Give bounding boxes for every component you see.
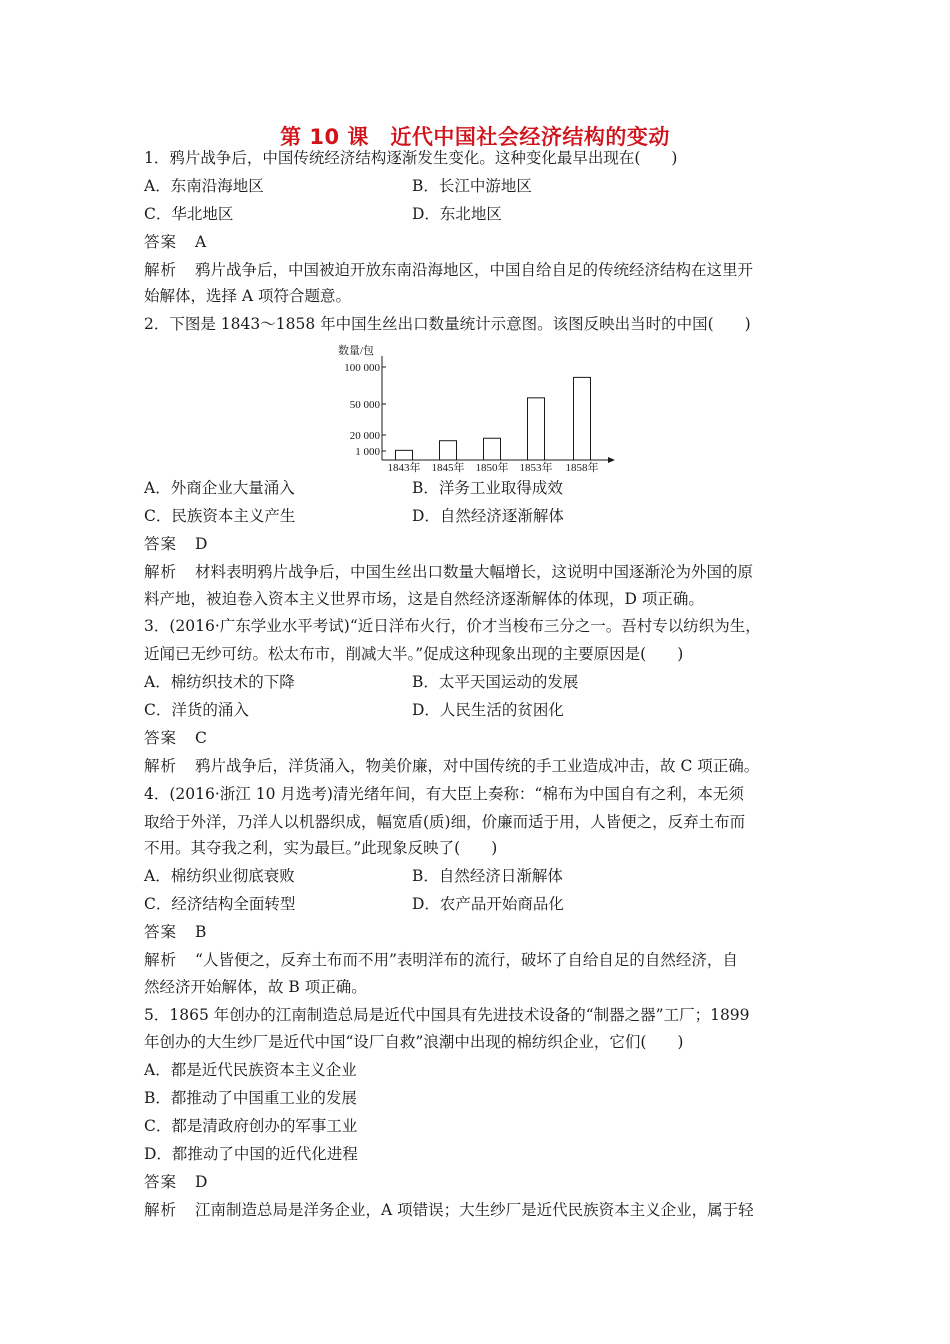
y-tick-label: 100 000 (344, 362, 380, 374)
answer-label: 答案 (144, 923, 178, 941)
analysis-label: 解析 (144, 951, 178, 969)
q5-analysis-line-1 (144, 1199, 754, 1221)
q2-option-d: D．自然经济逐渐解体 (412, 507, 564, 525)
analysis-label: 解析 (144, 1201, 178, 1219)
analysis-label: 解析 (144, 757, 178, 775)
q2-analysis-line-2: 料产地，被迫卷入资本主义世界市场，这是自然经济逐渐解体的体现，D 项正确。 (144, 590, 704, 608)
answer-value: A (195, 233, 207, 251)
question-1-stem: 1．鸦片战争后，中国传统经济结构逐渐发生变化。这种变化最早出现在( ) (144, 149, 678, 167)
q1-option-b: B．长江中游地区 (412, 177, 532, 195)
answer-value: D (195, 1173, 208, 1191)
question-3-stem-line-2: 近闻已无纱可纺。松太布市，削减大半。”促成这种现象出现的主要原因是( ) (144, 645, 684, 663)
silk-export-bar-chart (325, 340, 625, 475)
q3-answer (144, 727, 207, 749)
analysis-text: “人皆便之，反弃土布而不用”表明洋布的流行，破坏了自给自足的自然经济，自 (195, 951, 738, 969)
bar-1845年 (440, 441, 457, 460)
question-4-stem-line-1: 4．(2016·浙江 10 月选考)清光绪年间，有大臣上奏称：“棉布为中国自有之利，本无须 (144, 785, 744, 803)
question-3-stem-line-1: 3．(2016·广东学业水平考试)“近日洋布火行，价才当梭布三分之一。吾村专以纺织为生， (144, 617, 761, 635)
q1-analysis-line-1 (144, 259, 753, 281)
answer-value: B (195, 923, 207, 941)
x-tick-label: 1858年 (565, 462, 599, 474)
x-tick-label: 1853年 (519, 462, 553, 474)
q2-analysis-line-1 (144, 561, 753, 583)
analysis-text: 材料表明鸦片战争后，中国生丝出口数量大幅增长，这说明中国逐渐沦为外国的原 (195, 563, 754, 581)
q4-option-c: C．经济结构全面转型 (144, 895, 296, 913)
analysis-text: 鸦片战争后，洋货涌入，物美价廉，对中国传统的手工业造成冲击，故 C 项正确。 (195, 757, 760, 775)
bar-1858年 (574, 377, 591, 460)
q2-option-a: A．外商企业大量涌入 (144, 479, 295, 497)
y-tick-label: 50 000 (349, 399, 380, 411)
q5-option-b: B．都推动了中国重工业的发展 (144, 1089, 357, 1107)
lesson-title: 第 10 课 近代中国社会经济结构的变动 (280, 125, 670, 149)
answer-label: 答案 (144, 729, 178, 747)
question-4-stem-line-2: 取给于外洋，乃洋人以机器织成，幅宽盾(质)细，价廉而适于用，人皆便之，反弃土布而 (144, 813, 746, 831)
question-2-stem: 2．下图是 1843～1858 年中国生丝出口数量统计示意图。该图反映出当时的中国( ) (144, 315, 751, 333)
x-tick-label: 1845年 (431, 462, 465, 474)
q1-analysis-line-2: 始解体，选择 A 项符合题意。 (144, 287, 352, 305)
x-tick-label: 1850年 (475, 462, 509, 474)
q5-option-a: A．都是近代民族资本主义企业 (144, 1061, 357, 1079)
q3-option-c: C．洋货的涌入 (144, 701, 249, 719)
q3-option-a: A．棉纺织技术的下降 (144, 673, 295, 691)
bar-1850年 (484, 438, 501, 460)
q5-option-d: D．都推动了中国的近代化进程 (144, 1145, 358, 1163)
y-tick-label: 1 000 (355, 446, 380, 458)
q4-option-b: B．自然经济日渐解体 (412, 867, 563, 885)
q5-answer (144, 1171, 207, 1193)
bar-1853年 (528, 398, 545, 460)
q4-analysis-line-1 (144, 949, 738, 971)
question-5-stem-line-1: 5．1865 年创办的江南制造总局是近代中国具有先进技术设备的“制器之器”工厂；1899 (144, 1006, 750, 1024)
bar-1843年 (396, 450, 413, 460)
answer-label: 答案 (144, 1173, 178, 1191)
q3-option-d: D．人民生活的贫困化 (412, 701, 564, 719)
chart-ylabel: 数量/包 (338, 345, 375, 357)
x-axis-arrow-icon (608, 457, 615, 463)
q4-answer (144, 921, 206, 943)
q2-answer (144, 533, 207, 555)
analysis-label: 解析 (144, 563, 178, 581)
question-5-stem-line-2: 年创办的大生纱厂是近代中国“设厂自救”浪潮中出现的棉纺织企业，它们( ) (144, 1033, 684, 1051)
y-tick-label: 20 000 (349, 430, 380, 442)
q1-answer (144, 231, 206, 253)
q1-option-a: A．东南沿海地区 (144, 177, 264, 195)
q2-option-c: C．民族资本主义产生 (144, 507, 296, 525)
q4-analysis-line-2: 然经济开始解体，故 B 项正确。 (144, 978, 367, 996)
q1-option-d: D．东北地区 (412, 205, 502, 223)
answer-label: 答案 (144, 233, 178, 251)
x-tick-label: 1843年 (387, 462, 421, 474)
answer-value: C (195, 729, 207, 747)
answer-label: 答案 (144, 535, 178, 553)
answer-value: D (195, 535, 208, 553)
analysis-label: 解析 (144, 261, 178, 279)
question-4-stem-line-3: 不用。其夺我之利，实为最巨。”此现象反映了( ) (144, 839, 498, 857)
analysis-text: 江南制造总局是洋务企业，A 项错误；大生纱厂是近代民族资本主义企业，属于轻 (195, 1201, 754, 1219)
q4-option-a: A．棉纺织业彻底衰败 (144, 867, 295, 885)
q3-option-b: B．太平天国运动的发展 (412, 673, 579, 691)
q5-option-c: C．都是清政府创办的军事工业 (144, 1117, 358, 1135)
analysis-text: 鸦片战争后，中国被迫开放东南沿海地区，中国自给自足的传统经济结构在这里开 (195, 261, 754, 279)
q4-option-d: D．农产品开始商品化 (412, 895, 564, 913)
q1-option-c: C．华北地区 (144, 205, 234, 223)
q2-option-b: B．洋务工业取得成效 (412, 479, 563, 497)
q3-analysis-line-1 (144, 755, 759, 777)
